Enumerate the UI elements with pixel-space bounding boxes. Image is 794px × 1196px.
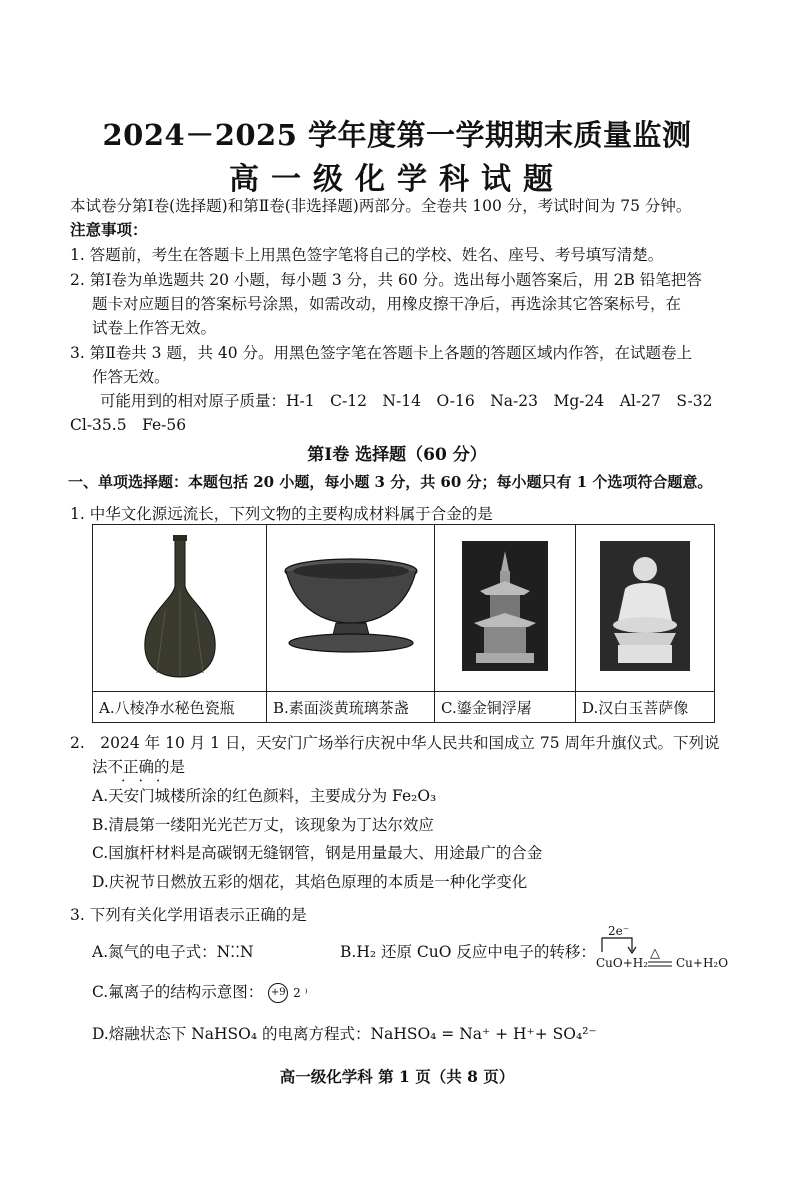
notes-label: 注意事项： <box>70 220 148 239</box>
jade-bodhisattva-image <box>600 541 690 671</box>
q2-stem-pre: 法 <box>92 758 108 776</box>
q3-option-a: A.氮气的电子式：N⁚⁚N <box>92 943 254 961</box>
note-3a: 3. 第Ⅱ卷共 3 题，共 40 分。用黑色签字笔在答题卡上各题的答题区域内作答，在试题卷上 <box>70 344 693 362</box>
section1-title: 第Ⅰ卷 选择题（60 分） <box>307 445 487 465</box>
equation-right: Cu+H₂O <box>676 956 729 970</box>
electron-count-label: 2e⁻ <box>608 924 630 938</box>
atomic-masses-line2: Cl-35.5 Fe-56 <box>70 416 187 434</box>
porcelain-vase-image <box>135 531 225 681</box>
exam-title-line2: 高一级化学科试题 <box>229 162 565 197</box>
section1-instruction: 一、单项选择题：本题包括 20 小题，每小题 3 分，共 60 分；每小题只有 1 个选项符合题意。 <box>68 473 713 491</box>
atomic-masses-line1: 可能用到的相对原子质量：H-1 C-12 N-14 O-16 Na-23 Mg-24 Al-27 S-32 <box>100 392 713 410</box>
q2-option-b: B.清晨第一缕阳光光芒万丈，该现象为丁达尔效应 <box>92 816 434 834</box>
page-footer: 高一级化学科 第 1 页（共 8 页） <box>279 1067 515 1086</box>
exam-title-line1: 2024－2025 学年度第一学期期末质量监测 <box>102 118 692 152</box>
equation-condition: △ <box>650 946 660 961</box>
q1-option-a: A.八棱净水秘色瓷瓶 <box>93 692 267 723</box>
relic-image-cell-d <box>576 525 715 692</box>
q1-option-b: B.素面淡黄琉璃茶盏 <box>267 692 435 723</box>
relic-image-cell-b <box>267 525 435 692</box>
q3-option-c-label: C.氟离子的结构示意图： <box>92 983 264 1001</box>
note-1: 1. 答题前，考生在答题卡上用黑色签字笔将自己的学校、姓名、座号、考号填写清楚。 <box>70 246 664 264</box>
fluoride-shells: 2 ⁾ <box>293 986 308 1000</box>
q1-option-d: D.汉白玉菩萨像 <box>576 692 715 723</box>
equals-sign <box>648 960 672 968</box>
q1-stem: 1. 中华文化源远流长，下列文物的主要构成材料属于合金的是 <box>70 505 493 523</box>
gilt-bronze-stupa-image <box>462 541 548 671</box>
q1-relic-table <box>92 524 715 723</box>
fluoride-nucleus: +9 <box>268 983 288 1003</box>
q2-option-a: A.天安门城楼所涂的红色颜料，主要成分为 Fe₂O₃ <box>92 787 437 805</box>
relic-image-cell-c <box>435 525 576 692</box>
q2-stem-line2 <box>92 757 185 777</box>
note-3b: 作答无效。 <box>92 368 170 386</box>
glass-teacup-image <box>281 551 421 661</box>
note-2a: 2. 第Ⅰ卷为单选题共 20 小题，每小题 3 分，共 60 分。选出每小题答案后，用 2B 铅笔把答 <box>70 271 702 289</box>
intro-line: 本试卷分第Ⅰ卷(选择题)和第Ⅱ卷(非选择题)两部分。全卷共 100 分，考试时间为 75 分钟。 <box>70 197 692 215</box>
q3-option-b: B.H₂ 还原 CuO 反应中电子的转移： <box>340 943 596 961</box>
q2-option-d: D.庆祝节日燃放五彩的烟花，其焰色原理的本质是一种化学变化 <box>92 873 528 891</box>
electron-arrow <box>598 934 638 956</box>
note-2c: 试卷上作答无效。 <box>92 319 217 337</box>
q2-stem-emphasis: 不正确 • • • <box>108 758 155 776</box>
q2-stem-line1: 2. 2024 年 10 月 1 日，天安门广场举行庆祝中华人民共和国成立 75 周年升旗仪式。下列说 <box>70 734 720 752</box>
relic-image-cell-a <box>93 525 267 692</box>
q3-option-d: D.熔融状态下 NaHSO₄ 的电离方程式：NaHSO₄ = Na⁺ + H⁺+ SO₄²⁻ <box>92 1025 597 1043</box>
q3-option-c <box>92 982 308 1003</box>
q3-stem: 3. 下列有关化学用语表示正确的是 <box>70 906 307 924</box>
q2-stem-post: 的是 <box>154 758 186 776</box>
equation-left: CuO+H₂ <box>596 956 649 970</box>
q1-option-c: C.鎏金铜浮屠 <box>435 692 576 723</box>
note-2b: 题卡对应题目的答案标号涂黑，如需改动，用橡皮擦干净后，再选涂其它答案标号，在 <box>92 295 682 313</box>
q2-option-c: C.国旗杆材料是高碳钢无缝钢管，钢是用量最大、用途最广的合金 <box>92 844 543 862</box>
